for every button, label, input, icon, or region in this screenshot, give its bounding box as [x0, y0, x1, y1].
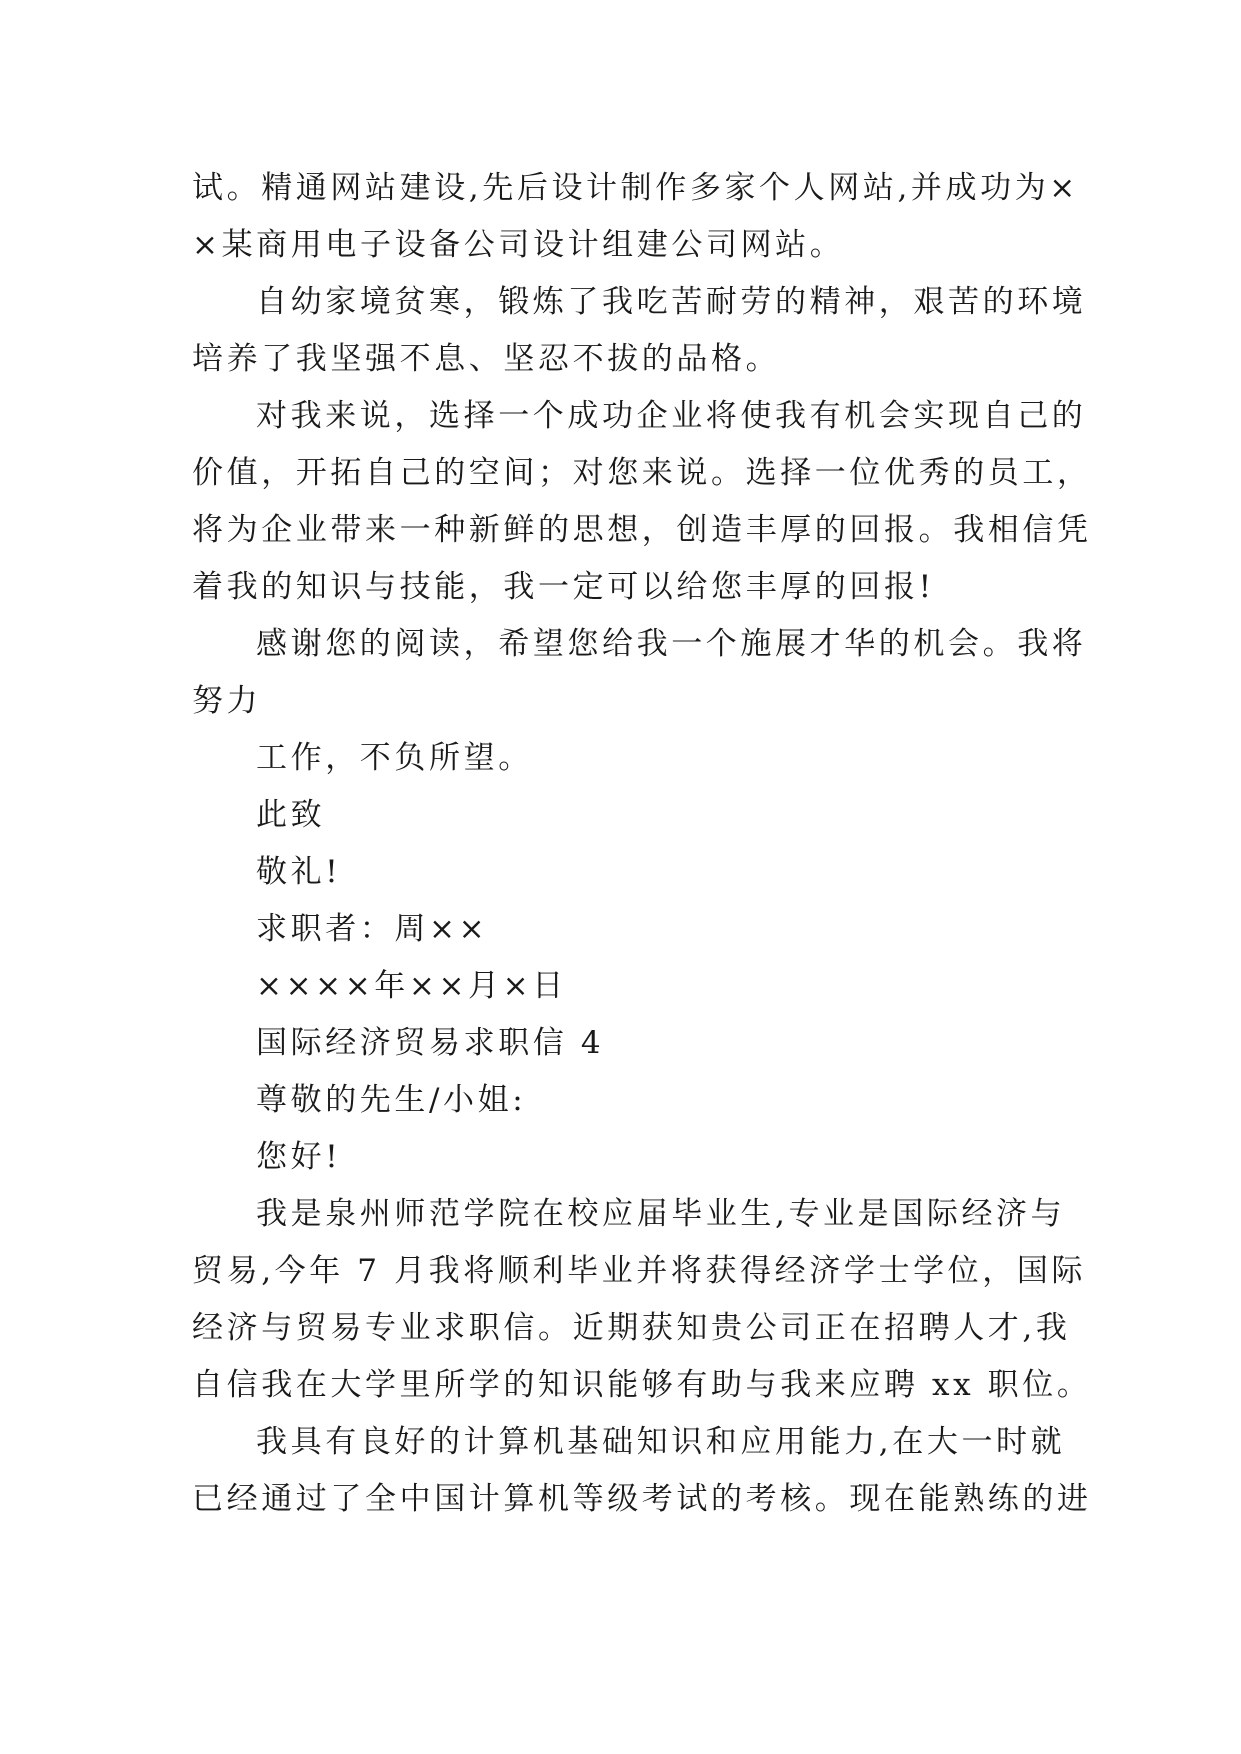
text-line: 经济与贸易专业求职信。近期获知贵公司正在招聘人才,我 [192, 1310, 1071, 1346]
text-line: 贸易,今年 7 月我将顺利毕业并将获得经济学士学位，国际 [192, 1253, 1087, 1289]
text-line: 试。精通网站建设,先后设计制作多家个人网站,并成功为× [192, 170, 1079, 206]
text-line: ×某商用电子设备公司设计组建公司网站。 [192, 227, 845, 263]
section-title: 国际经济贸易求职信 4 [256, 1025, 605, 1061]
salutation-line: 敬礼! [256, 854, 342, 890]
paragraph-line: 我具有良好的计算机基础知识和应用能力,在大一时就 [256, 1424, 1066, 1460]
greeting-line: 尊敬的先生/小姐: [256, 1082, 527, 1118]
paragraph-line: 工作，不负所望。 [256, 740, 533, 776]
closing-line: 此致 [256, 797, 326, 833]
paragraph-line: 自幼家境贫寒，锻炼了我吃苦耐劳的精神，艰苦的环境 [256, 284, 1087, 320]
signature-line: 求职者：周×× [256, 911, 489, 947]
text-line: 自信我在大学里所学的知识能够有助与我来应聘 xx 职位。 [192, 1367, 1092, 1403]
text-line: 将为企业带来一种新鲜的思想，创造丰厚的回报。我相信凭 [192, 512, 1092, 548]
paragraph-line: 对我来说，选择一个成功企业将使我有机会实现自己的 [256, 398, 1087, 434]
paragraph-line: 感谢您的阅读，希望您给我一个施展才华的机会。我将 [256, 626, 1087, 662]
date-line: ××××年××月×日 [256, 968, 567, 1004]
text-line: 努力 [192, 683, 262, 719]
text-line: 价值，开拓自己的空间；对您来说。选择一位优秀的员工， [192, 455, 1092, 491]
text-line: 已经通过了全中国计算机等级考试的考核。现在能熟练的进 [192, 1481, 1092, 1517]
paragraph-line: 我是泉州师范学院在校应届毕业生,专业是国际经济与 [256, 1196, 1066, 1232]
text-line: 着我的知识与技能，我一定可以给您丰厚的回报! [192, 569, 935, 605]
greeting-line: 您好! [256, 1139, 342, 1175]
text-line: 培养了我坚强不息、坚忍不拔的品格。 [192, 341, 781, 377]
